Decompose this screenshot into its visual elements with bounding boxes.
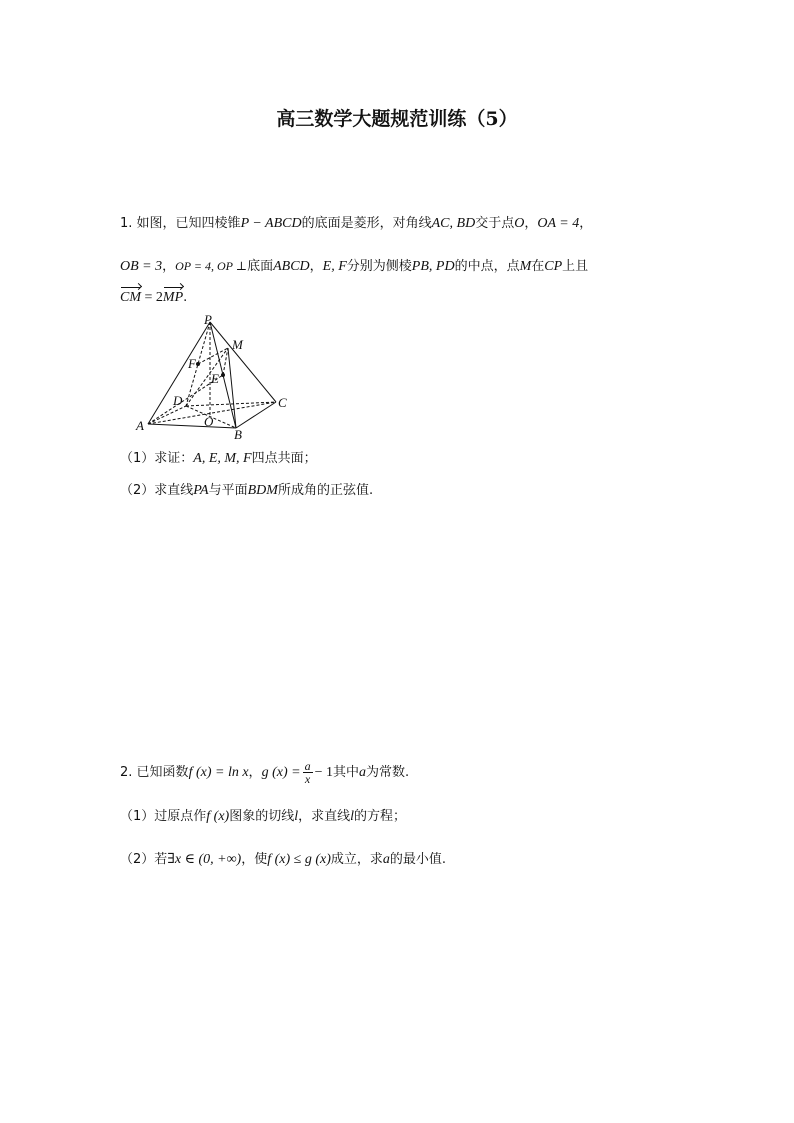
q2-part1-l: l <box>294 809 299 824</box>
q1-on-text: 在 <box>531 259 545 274</box>
q2-part2-ineq: f (x) ≤ g (x) <box>267 852 331 867</box>
q1-point-o: O <box>514 216 525 231</box>
q2-part2-a: a <box>382 852 390 867</box>
q2-part-1 <box>120 805 406 825</box>
label-o: O <box>204 414 214 429</box>
pyramid-figure <box>128 312 298 442</box>
q1-part1-label: （1）求证： <box>120 451 194 466</box>
q1-part2-bdm: BDM <box>247 483 278 498</box>
q2-line-1 <box>120 760 409 785</box>
q2-part2-mid: ，使 <box>241 852 268 867</box>
q2-a: a <box>358 765 366 780</box>
label-p: P <box>204 312 212 327</box>
label-b: B <box>234 427 242 442</box>
label-f: F <box>188 356 196 371</box>
q1-diagonals: AC, BD <box>431 216 476 231</box>
q2-fraction <box>303 760 313 785</box>
q1-oa: OA = 4 <box>537 216 580 231</box>
q1-line-3 <box>120 290 187 306</box>
page-title: 高三数学大题规范训练（5） <box>276 108 518 130</box>
q2-text-c: 为常数. <box>365 765 410 780</box>
q1-intro-c: 交于点 <box>475 216 515 231</box>
q2-part2-tail: 的最小值. <box>389 852 447 867</box>
q2-text-b: 其中 <box>332 765 359 780</box>
q1-mid-text: 的中点，点 <box>454 259 520 274</box>
q2-g-def: g (x) = <box>261 765 301 780</box>
q2-part1-tail: 的方程； <box>354 809 407 824</box>
edge-bm <box>228 348 236 428</box>
q2-part2-mid2: 成立，求 <box>330 852 383 867</box>
q1-eq-2: = 2 <box>141 290 163 305</box>
q2-part1-mid2: ，求直线 <box>298 809 351 824</box>
point-e <box>221 373 225 377</box>
q2-part1-label: （1）过原点作 <box>120 809 207 824</box>
q2-part-2 <box>120 848 446 868</box>
q2-part1-l2: l <box>350 809 355 824</box>
segment-fm <box>198 348 228 364</box>
q1-vector-cm: CM <box>120 290 141 305</box>
label-m: M <box>232 337 243 352</box>
q1-abcd: ABCD <box>273 259 310 274</box>
q1-pyramid: P − ABCD <box>240 216 302 231</box>
q2-fraction-num: a <box>304 759 311 773</box>
q2-minus-one: − 1 <box>314 765 333 780</box>
label-c: C <box>278 395 287 410</box>
q1-comma-2: ， <box>579 216 593 231</box>
q1-base-word: 底面 <box>247 259 274 274</box>
edge-pa <box>148 322 210 424</box>
edge-bc <box>236 402 276 428</box>
q1-part-2 <box>120 479 373 499</box>
point-f <box>196 362 200 366</box>
q2-part1-f: f (x) <box>206 809 230 824</box>
q1-comma-1: ， <box>524 216 538 231</box>
q1-number: 1. <box>120 216 133 231</box>
label-d: D <box>173 393 183 408</box>
q1-part2-tail: 所成角的正弦值. <box>277 483 374 498</box>
q1-part-1 <box>120 447 317 467</box>
q1-part1-points: A, E, M, F <box>193 451 252 466</box>
q1-part2-pa: PA <box>193 483 209 498</box>
q2-comma: ， <box>248 765 262 780</box>
q2-text-a: 已知函数 <box>136 765 189 780</box>
label-e: E <box>211 371 219 386</box>
q1-comma-4: ， <box>309 259 323 274</box>
q2-part1-mid: 图象的切线 <box>229 809 295 824</box>
q1-part2-mid: 与平面 <box>208 483 248 498</box>
q1-line-2 <box>120 255 588 275</box>
q1-vector-mp: MP <box>162 290 184 305</box>
q1-pbpd: PB, PD <box>411 259 455 274</box>
q1-line-1 <box>120 212 592 232</box>
q1-point-m: M <box>519 259 532 274</box>
q1-op: OP = 4, OP ⊥ <box>175 259 248 273</box>
q1-part2-label: （2）求直线 <box>120 483 194 498</box>
q1-comma-3: ， <box>162 259 176 274</box>
q1-part1-tail: 四点共面； <box>251 451 317 466</box>
q1-dot: . <box>183 290 188 305</box>
q2-number: 2. <box>120 765 133 780</box>
q2-fraction-den: x <box>304 772 311 786</box>
q2-part2-label: （2）若 <box>120 852 168 867</box>
q1-upper-text: 上且 <box>562 259 589 274</box>
q2-f-def: f (x) = ln x <box>188 765 249 780</box>
q1-ob: OB = 3 <box>120 259 163 274</box>
q1-ef: E, F <box>322 259 347 274</box>
q1-intro-b: 的底面是菱形，对角线 <box>301 216 432 231</box>
q2-part2-exists: ∃x ∈ (0, +∞) <box>167 852 242 867</box>
q1-intro-a: 如图，已知四棱锥 <box>136 216 241 231</box>
label-a: A <box>136 418 144 433</box>
q1-cp: CP <box>544 259 563 274</box>
q1-ef-text: 分别为侧棱 <box>346 259 412 274</box>
edge-ab <box>148 424 236 428</box>
